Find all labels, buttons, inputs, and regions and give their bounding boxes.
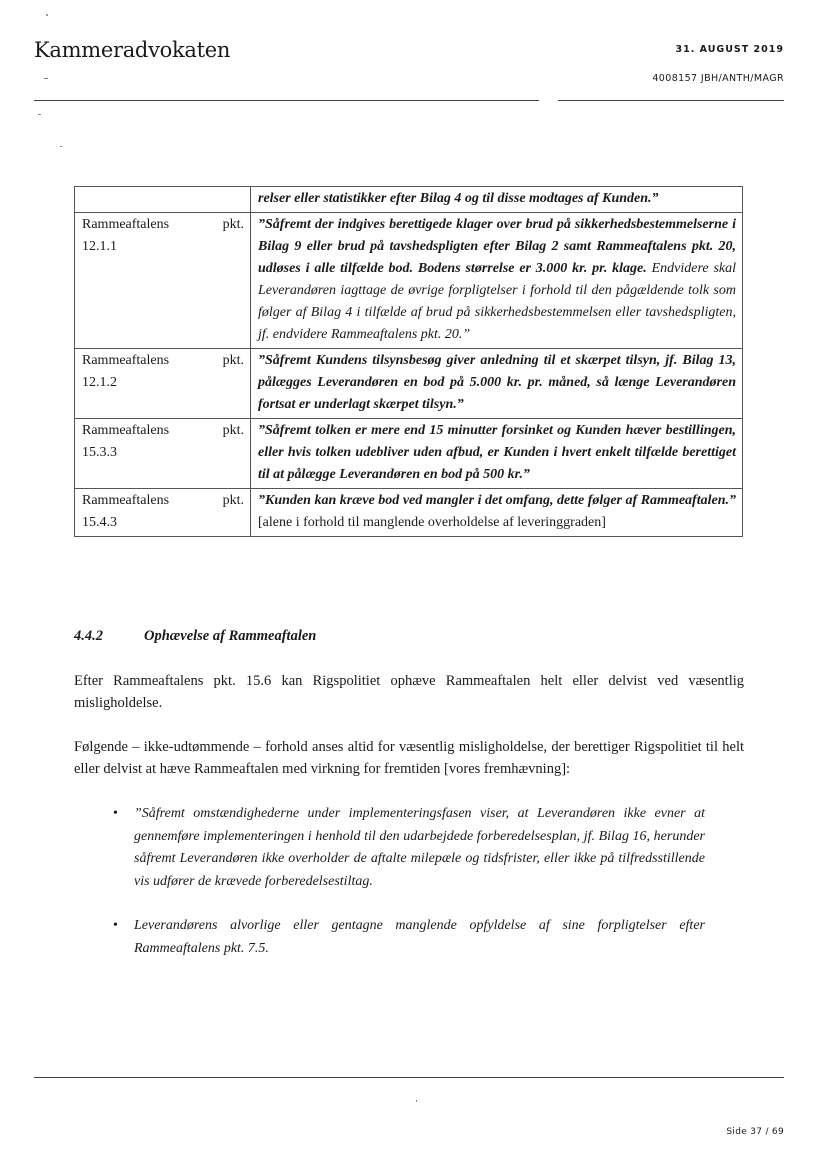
scan-speck xyxy=(38,114,41,115)
table-row xyxy=(75,489,743,537)
clause-text-cell xyxy=(251,213,743,349)
bullet-icon: • xyxy=(113,918,118,933)
list-item-text: ”Såfremt omstændighederne under implementeringsfasen viser, at Leverandøren ikke evner at gennemføre implementeringen i henhold til den udarbejdede forberedelsesplan, jf. Bilag 16, herunder såfremt Leverandøren ikke overholder de aftalte milepæle og tidsfrister, eller ikke på tilfredsstillende vis udfører de krævede forberedelsestiltag. xyxy=(134,806,705,889)
bullet-list xyxy=(113,803,705,960)
clause-text-cell xyxy=(251,489,743,537)
scan-speck xyxy=(46,14,48,16)
clause-quote: ”Såfremt tolken er mere end 15 minutter forsinket og Kunden hæver bestillingen, eller hvis tolken udebliver uden afbud, er Kunden i hvert enkelt tilfælde berettiget til at pålægge Leverandøren en bod på 500 kr.” xyxy=(258,423,736,482)
clause-extra: Endvidere skal Leverandøren iagttage de øvrige forpligtelser i forhold til den pågældende tolk som følger af Bilag 4 i tilfælde af brud på sikkerhedsbestemmelsen eller tavshedspligten, jf. endvidere Rammeaftalens pkt. 20.” xyxy=(258,261,737,342)
clause-reference-name: Rammeaftalens xyxy=(82,423,170,438)
clause-reference-cell xyxy=(75,187,251,213)
company-logo: Kammeradvokaten xyxy=(34,38,231,62)
clause-reference-number: 15.4.3 xyxy=(82,515,117,530)
clause-text-cell xyxy=(251,419,743,489)
scan-speck xyxy=(44,78,48,79)
clause-quote: ”Såfremt Kundens tilsynsbesøg giver anledning til et skærpet tilsyn, jf. Bilag 13, pålægges Leverandøren en bod på 5.000 kr. pr. måned, så længe Leverandøren fortsat er underlagt skærpet tilsyn.” xyxy=(258,353,736,412)
header-rule-right xyxy=(558,100,784,101)
clause-reference-cell xyxy=(75,419,251,489)
body-paragraph: Følgende – ikke-udtømmende – forhold anses altid for væsentlig misligholdelse, der berettiger Rigspolitiet til helt eller delvist at hæve Rammeaftalen med virkning for fremtiden [vores fremhævning]: xyxy=(74,739,744,777)
clause-reference-number: 15.3.3 xyxy=(82,445,117,460)
table-row xyxy=(75,349,743,419)
bullet-icon: • xyxy=(113,806,118,821)
clause-reference-name: Rammeaftalens xyxy=(82,493,170,508)
scan-speck xyxy=(60,146,62,147)
page-number: Side 37 / 69 xyxy=(726,1127,784,1137)
clause-reference-pkt: pkt. xyxy=(222,423,244,438)
clause-reference-pkt: pkt. xyxy=(222,493,244,508)
clause-reference-pkt: pkt. xyxy=(222,353,244,368)
section-title: Ophævelse af Rammeaftalen xyxy=(144,628,317,644)
list-item xyxy=(113,803,705,893)
clause-text-cell xyxy=(251,187,743,213)
section-heading xyxy=(74,628,316,645)
clause-quote: ”Kunden kan kræve bod ved mangler i det omfang, dette følger af Rammeaftalen.” xyxy=(258,493,736,508)
footer-rule xyxy=(34,1077,784,1078)
clause-reference-cell xyxy=(75,489,251,537)
clause-extra: [alene i forhold til manglende overholdelse af leveringgraden] xyxy=(258,515,606,530)
list-item-text: Leverandørens alvorlige eller gentagne manglende opfyldelse af sine forpligtelser efter Rammeaftalens pkt. 7.5. xyxy=(134,918,705,956)
clause-reference-number: 12.1.2 xyxy=(82,375,117,390)
document-date: 31. AUGUST 2019 xyxy=(675,44,784,55)
clause-text-cell xyxy=(251,349,743,419)
clause-quote: ”Såfremt der indgives berettigede klager over brud på sikkerhedsbestemmelserne i Bilag 9 eller brud på tavshedspligten efter Bilag 2 samt Rammeaftalens pkt. 20, udløses i alle tilfælde bod. Bodens størrelse er 3.000 kr. pr. klage. xyxy=(258,217,736,276)
clause-reference-number: 12.1.1 xyxy=(82,239,117,254)
table-row xyxy=(75,187,743,213)
clause-reference-cell xyxy=(75,349,251,419)
clause-quote: relser eller statistikker efter Bilag 4 og til disse modtages af Kunden.” xyxy=(258,191,659,206)
penalty-clauses-table xyxy=(74,186,743,537)
body-paragraph: Efter Rammeaftalens pkt. 15.6 kan Rigspolitiet ophæve Rammeaftalen helt eller delvist ved væsentlig misligholdelse. xyxy=(74,673,744,711)
clause-reference-pkt: pkt. xyxy=(222,217,244,232)
list-item xyxy=(113,915,705,960)
header-rule-left xyxy=(34,100,539,101)
clause-reference-name: Rammeaftalens xyxy=(82,353,170,368)
clause-reference-cell xyxy=(75,213,251,349)
scan-speck xyxy=(416,1100,417,1102)
table-row xyxy=(75,213,743,349)
section-number: 4.4.2 xyxy=(74,628,103,644)
clause-reference-name: Rammeaftalens xyxy=(82,217,170,232)
document-reference: 4008157 JBH/ANTH/MAGR xyxy=(652,73,784,84)
table-row xyxy=(75,419,743,489)
